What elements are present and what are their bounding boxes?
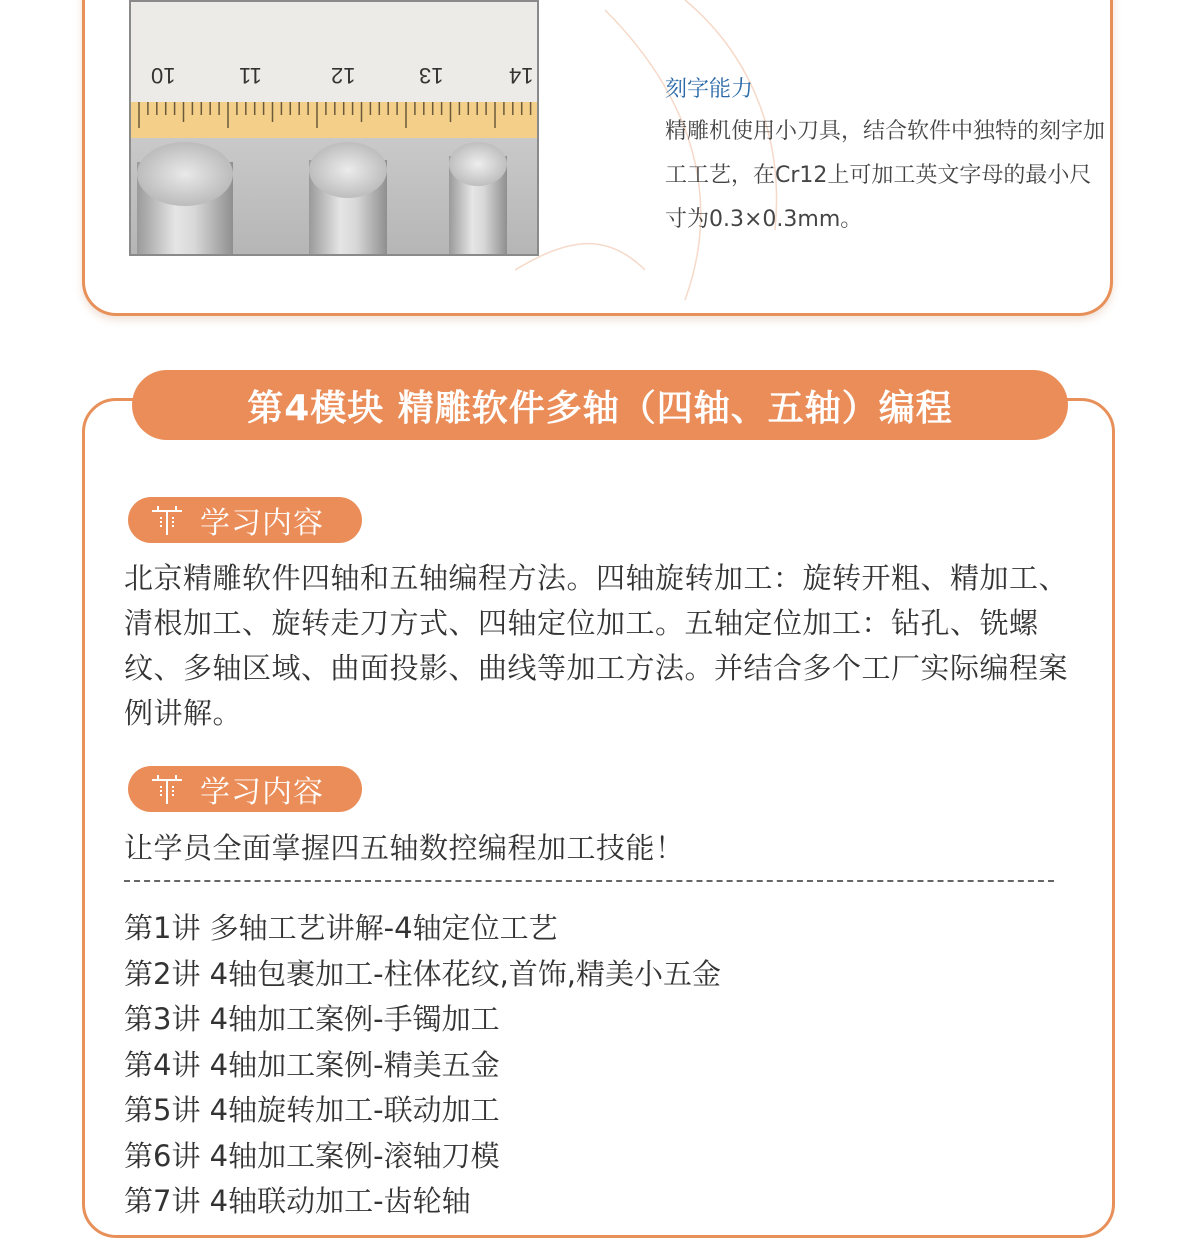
ruler-number: 11 xyxy=(239,63,262,88)
section-label-text: 学习内容 xyxy=(200,506,324,541)
lesson-item: 第6讲 4轴加工案例-滚轴刀模 xyxy=(124,1138,500,1173)
ruler xyxy=(131,2,537,140)
lesson-item: 第2讲 4轴包裹加工-柱体花纹,首饰,精美小五金 xyxy=(124,956,722,991)
section-content-text: 北京精雕软件四轴和五轴编程方法。四轴旋转加工：旋转开粗、精加工、清根加工、旋转走刀方式、四轴定位加工。五轴定位加工：钻孔、铣螺纹、多轴区域、曲面投影、曲线等加工方法。并结合多个工厂实际编程案例讲解。 xyxy=(124,561,1069,730)
engraving-card xyxy=(82,0,1113,316)
section-label-content xyxy=(128,497,362,543)
ruler-number: 12 xyxy=(331,63,356,88)
drafting-tool-icon xyxy=(150,772,184,806)
lesson-item: 第7讲 4轴联动加工-齿轮轴 xyxy=(124,1184,471,1218)
engraving-sample-photo xyxy=(129,0,539,256)
engraving-title: 刻字能力 xyxy=(665,77,754,102)
section-label-goal xyxy=(128,766,362,812)
lesson-item: 第3讲 4轴加工案例-手镯加工 xyxy=(124,1002,500,1036)
lesson-item: 第1讲 多轴工艺讲解-4轴定位工艺 xyxy=(124,911,558,945)
lesson-list xyxy=(124,906,721,1225)
learning-goal: 让学员全面掌握四五轴数控编程加工技能！ xyxy=(124,831,685,865)
punch-top xyxy=(137,142,233,206)
module-title: 第4模块 精雕软件多轴（四轴、五轴）编程 xyxy=(132,370,1068,440)
punch-top xyxy=(449,142,507,186)
section-label-text: 学习内容 xyxy=(200,775,324,810)
divider xyxy=(124,880,1054,882)
ruler-number: 13 xyxy=(419,63,444,88)
lesson-item: 第4讲 4轴加工案例-精美五金 xyxy=(124,1047,500,1082)
engraving-description: 精雕机使用小刀具，结合软件中独特的刻字加工工艺，在Cr12上可加工英文字母的最小尺寸为0.3×0.3mm。 xyxy=(665,119,1106,232)
punch-top xyxy=(309,142,387,198)
ruler-number: 10 xyxy=(151,63,176,88)
drafting-tool-icon xyxy=(150,503,184,537)
punch-set xyxy=(131,138,537,256)
lesson-item: 第5讲 4轴旋转加工-联动加工 xyxy=(124,1093,500,1127)
ruler-number: 14 xyxy=(509,63,534,88)
